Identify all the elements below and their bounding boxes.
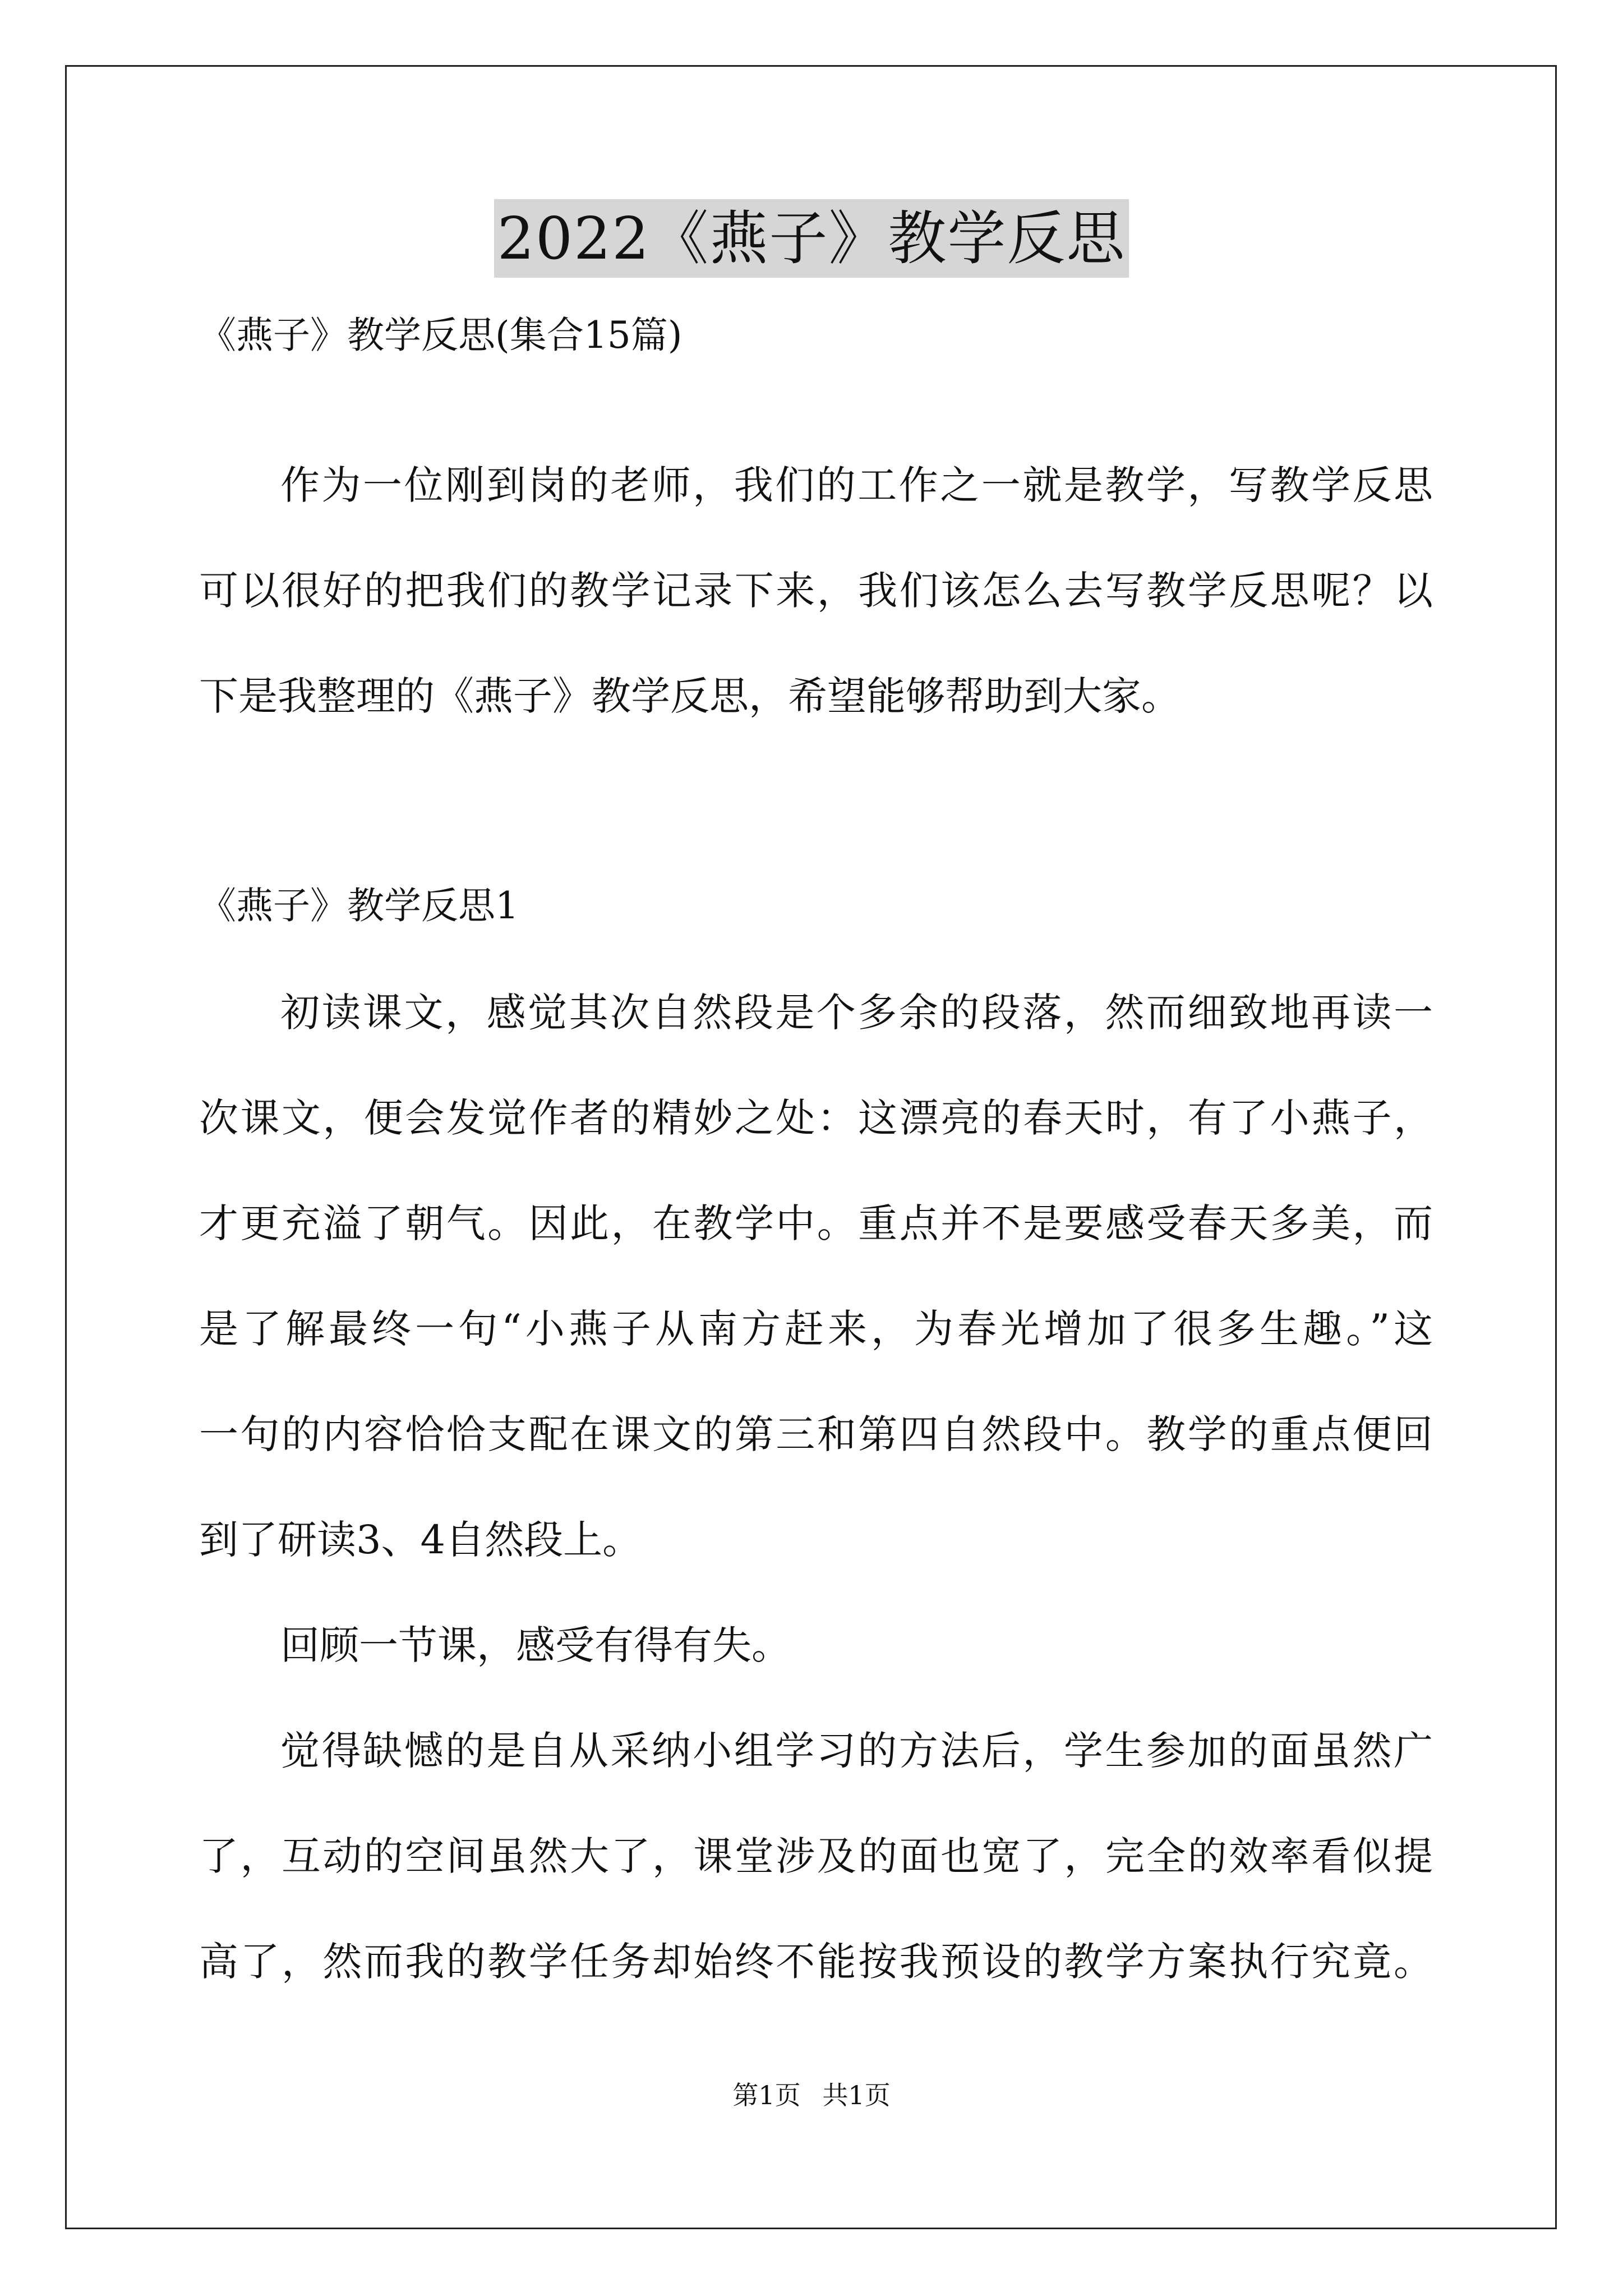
page-total: 共1页 [822, 2080, 891, 2110]
document-title: 2022《燕子》教学反思 [494, 199, 1129, 278]
para3-line-1: 觉得缺憾的是自从采纳小组学习的方法后，学生参加的面虽然广 [280, 1728, 1433, 1774]
para1-line-3: 才更充溢了朝气。因此，在教学中。重点并不是要感受春天多美，而 [199, 1200, 1433, 1246]
para1-line-6: 到了研读3、4自然段上。 [199, 1517, 642, 1563]
document-subtitle: 《燕子》教学反思(集合15篇) [199, 314, 683, 357]
para3-line-2: 了，互动的空间虽然大了，课堂涉及的面也宽了，完全的效率看似提 [199, 1833, 1433, 1879]
para3-line-3: 高了，然而我的教学任务却始终不能按我预设的教学方案执行究竟。 [199, 1939, 1433, 1985]
intro-line-3: 下是我整理的《燕子》教学反思，希望能够帮助到大家。 [199, 673, 1181, 719]
page-border [65, 65, 1557, 2229]
title-container [0, 199, 1623, 278]
page-footer [0, 2076, 1623, 2115]
para1-line-4: 是了解最终一句“小燕子从南方赶来，为春光增加了很多生趣。”这 [199, 1306, 1433, 1352]
section-heading-1: 《燕子》教学反思1 [199, 884, 519, 927]
para2-line-1: 回顾一节课，感受有得有失。 [280, 1622, 791, 1668]
para1-line-2: 次课文，便会发觉作者的精妙之处：这漂亮的春天时，有了小燕子， [199, 1095, 1433, 1141]
para1-line-1: 初读课文，感觉其次自然段是个多余的段落，然而细致地再读一 [280, 990, 1433, 1036]
intro-line-1: 作为一位刚到岗的老师，我们的工作之一就是教学，写教学反思 [280, 462, 1433, 508]
page-number: 第1页 [732, 2080, 801, 2110]
para1-line-5: 一句的内容恰恰支配在课文的第三和第四自然段中。教学的重点便回 [199, 1411, 1433, 1457]
intro-line-2: 可以很好的把我们的教学记录下来，我们该怎么去写教学反思呢？以 [199, 568, 1433, 614]
